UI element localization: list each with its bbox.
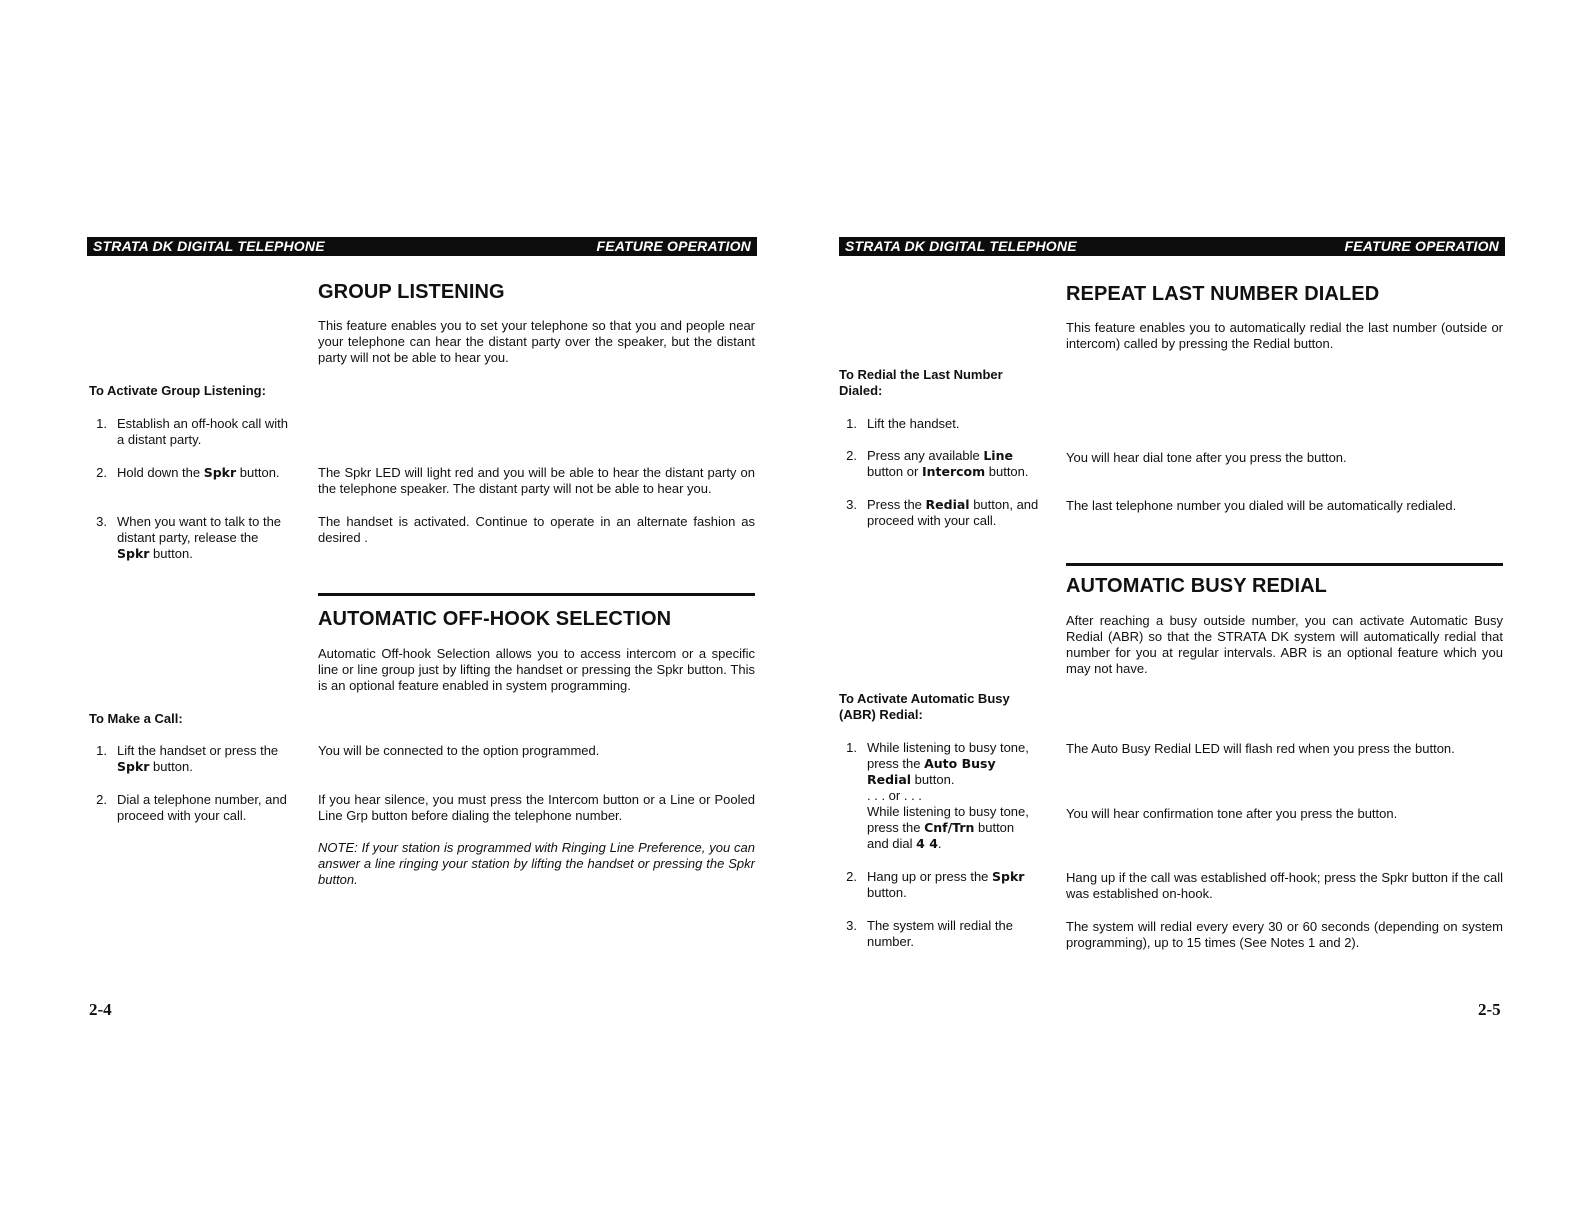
repeat-last-step-2-desc: You will hear dial tone after you press the button.: [1066, 450, 1347, 465]
repeat-last-step-2: 2. Press any available Line button or Intercom button.: [846, 448, 1029, 479]
auto-offhook-step-2: 2. Dial a telephone number, and proceed with your call.: [96, 792, 287, 823]
ringing-line-note: NOTE: If your station is programmed with Ringing Line Preference, you can answer a line ringing your station by lifting the handset or pressing the Spkr button.: [318, 840, 755, 887]
header-title: STRATA DK DIGITAL TELEPHONE: [845, 238, 1077, 254]
header-section: FEATURE OPERATION: [596, 238, 751, 254]
section-title-auto-busy: AUTOMATIC BUSY REDIAL: [1066, 575, 1327, 597]
repeat-last-step-1: 1. Lift the handset.: [846, 416, 960, 431]
auto-busy-intro: After reaching a busy outside number, you can activate Automatic Busy Redial (ABR) so that the STRATA DK system will automatically redial that number for you at regular intervals. ABR is an optional feature which you may not have.: [1066, 613, 1503, 676]
auto-busy-step-2: 2. Hang up or press the Spkr button.: [846, 869, 1025, 900]
repeat-last-step-3-desc: The last telephone number you dialed will be automatically redialed.: [1066, 498, 1457, 513]
auto-busy-step-1-desc-alt: You will hear confirmation tone after you press the button.: [1066, 806, 1398, 821]
section-title-repeat-last: REPEAT LAST NUMBER DIALED: [1066, 283, 1380, 305]
section-title-group-listening: GROUP LISTENING: [318, 281, 505, 303]
group-listening-step-3: 3. When you want to talk to the distant party, release the Spkr button.: [96, 514, 282, 561]
auto-offhook-step-1-desc: You will be connected to the option programmed.: [318, 743, 600, 758]
auto-busy-key-label: Auto Busy: [924, 756, 996, 771]
redial-key-label: Redial: [867, 772, 912, 787]
repeat-last-subhead: To Redial the Last Number Dialed:: [839, 367, 1003, 398]
repeat-last-intro: This feature enables you to automatically redial the last number (outside or intercom) called by pressing the Redial button.: [1066, 320, 1503, 351]
line-key-label: Line: [983, 448, 1013, 463]
auto-busy-step-1: 1. While listening to busy tone, press the Auto Busy Redial button. . . . or . . . While listening to busy tone, press the Cnf/Trn button and dial 4 4.: [846, 740, 1029, 851]
group-listening-step-2: 2. Hold down the Spkr button.: [96, 465, 280, 480]
auto-busy-step-2-desc: Hang up if the call was established off-hook; press the Spkr button if the call was established on-hook.: [1066, 870, 1503, 901]
spkr-key-label: Spkr: [117, 759, 150, 774]
spkr-key-label: Spkr: [203, 465, 237, 480]
right-page: [792, 0, 1584, 1221]
dial-digits-label: 4 4: [916, 836, 938, 851]
header-section: FEATURE OPERATION: [1344, 238, 1499, 254]
spkr-key-label: Spkr: [992, 869, 1025, 884]
group-listening-step-1: 1. Establish an off-hook call with a distant party.: [96, 416, 289, 447]
page-number: 2-5: [1478, 1000, 1501, 1019]
page-header: [87, 237, 757, 256]
repeat-last-step-3: 3. Press the Redial button, and proceed with your call.: [846, 497, 1039, 528]
auto-busy-subhead: To Activate Automatic Busy (ABR) Redial:: [839, 691, 1010, 722]
page-number: 2-4: [89, 1000, 112, 1019]
auto-busy-step-3-desc: The system will redial every every 30 or 60 seconds (depending on system programming), up to 15 times (See Notes 1 and 2).: [1066, 919, 1503, 950]
section-title-auto-offhook: AUTOMATIC OFF-HOOK SELECTION: [318, 608, 672, 630]
group-listening-step-3-desc: The handset is activated. Continue to operate in an alternate fashion as desired .: [318, 514, 755, 545]
auto-offhook-step-2-desc: If you hear silence, you must press the Intercom button or a Line or Pooled Line Grp button before dialing the telephone number.: [318, 792, 755, 823]
header-title: STRATA DK DIGITAL TELEPHONE: [93, 238, 325, 254]
auto-busy-step-1-desc: The Auto Busy Redial LED will flash red when you press the button.: [1066, 741, 1455, 756]
group-listening-intro: This feature enables you to set your telephone so that you and people near your telephone can hear the distant party over the speaker, but the distant party will not be able to hear you.: [318, 318, 755, 365]
group-listening-step-2-desc: The Spkr LED will light red and you will be able to hear the distant party on the telephone speaker. The distant party will not be able to hear you.: [318, 465, 755, 496]
auto-offhook-subhead: To Make a Call:: [89, 711, 183, 726]
page-header: [839, 237, 1505, 256]
auto-busy-step-3: 3. The system will redial the number.: [846, 918, 1013, 949]
intercom-key-label: Intercom: [921, 464, 986, 479]
spkr-key-label: Spkr: [117, 546, 150, 561]
section-divider: [318, 593, 755, 596]
auto-offhook-intro: Automatic Off-hook Selection allows you to access intercom or a specific line or line group just by lifting the handset or pressing the Spkr button. This is an optional feature enabled in system programming.: [318, 646, 755, 693]
auto-offhook-step-1: 1. Lift the handset or press the Spkr button.: [96, 743, 279, 774]
redial-key-label: Redial: [925, 497, 970, 512]
section-divider: [1066, 563, 1503, 566]
cnf-trn-key-label: Cnf/Trn: [924, 820, 975, 835]
group-listening-subhead: To Activate Group Listening:: [89, 383, 266, 398]
